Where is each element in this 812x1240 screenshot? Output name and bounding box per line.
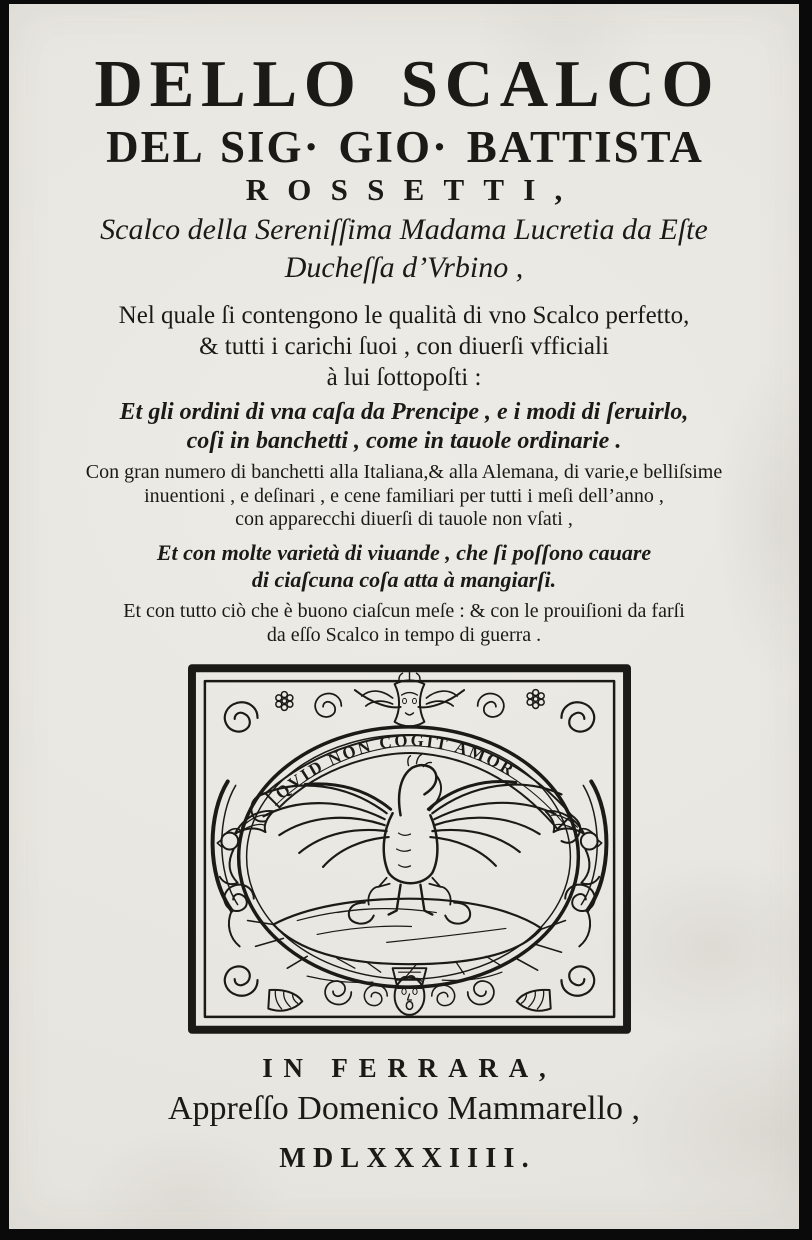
banquets-block bbox=[9, 461, 799, 532]
viands-block bbox=[9, 539, 799, 593]
viands-line: di ciaſcuna coſa atta à mangiarſi. bbox=[251, 567, 557, 592]
monthly-line: Et con tutto ciò che è buono ciaſcun meſe : & con le prouiſioni da farſi bbox=[123, 600, 685, 622]
dedication-block bbox=[9, 211, 799, 287]
contents-line: & tutti i carichi ſuoi , con diuerſi vfficiali bbox=[199, 333, 609, 360]
dedication-line: Scalco della Sereniſſima Madama Lucretia da Eſte bbox=[100, 213, 708, 246]
mask-icon bbox=[364, 976, 454, 1015]
banquets-line: con apparecchi diuerſi di tauole non vſati , bbox=[235, 508, 573, 530]
orders-block bbox=[9, 398, 799, 456]
orders-line: Et gli ordini di vna caſa da Prencipe , e i modi di ſeruirlo, bbox=[119, 399, 689, 425]
dedication-line: Ducheſſa d’Vrbino , bbox=[284, 251, 524, 284]
orders-line: coſi in banchetti , come in tauole ordinarie . bbox=[186, 428, 622, 454]
printer-device-woodcut bbox=[188, 661, 631, 1037]
book-title: DELLO SCALCO bbox=[94, 47, 721, 121]
imprint-publisher: Appreſſo Domenico Mammarello , bbox=[167, 1090, 641, 1127]
contents-block bbox=[9, 300, 799, 393]
contents-line: Nel quale ſi contengono le qualità di vno Scalco perfetto, bbox=[118, 302, 690, 329]
paper-background bbox=[9, 4, 799, 1229]
contents-line: à lui ſottopoſti : bbox=[326, 364, 482, 391]
monthly-provisions-block bbox=[9, 600, 799, 647]
motto-text: QVID NON COGIT AMOR bbox=[271, 730, 520, 803]
motto-banner bbox=[251, 731, 580, 843]
monthly-line: da eſſo Scalco in tempo di guerra . bbox=[266, 623, 542, 646]
author-surname: ROSSETTI, bbox=[245, 172, 582, 207]
author-line: DEL SIG· GIO· BATTISTA bbox=[106, 122, 704, 172]
viands-line: Et con molte varietà di viuande , che ſi poſſono cauare bbox=[156, 540, 652, 565]
pelican-device-svg bbox=[188, 661, 631, 1037]
banquets-line: Con gran numero di banchetti alla Italiana,& alla Alemana, di varie,e belliſsime bbox=[85, 461, 723, 483]
imprint-year: MDLXXXIIII. bbox=[279, 1143, 536, 1174]
imprint-place: IN FERRARA, bbox=[262, 1053, 557, 1083]
banquets-line: inuentioni , e deſinari , e cene familiari per tutti i meſi dell’anno , bbox=[144, 484, 664, 507]
